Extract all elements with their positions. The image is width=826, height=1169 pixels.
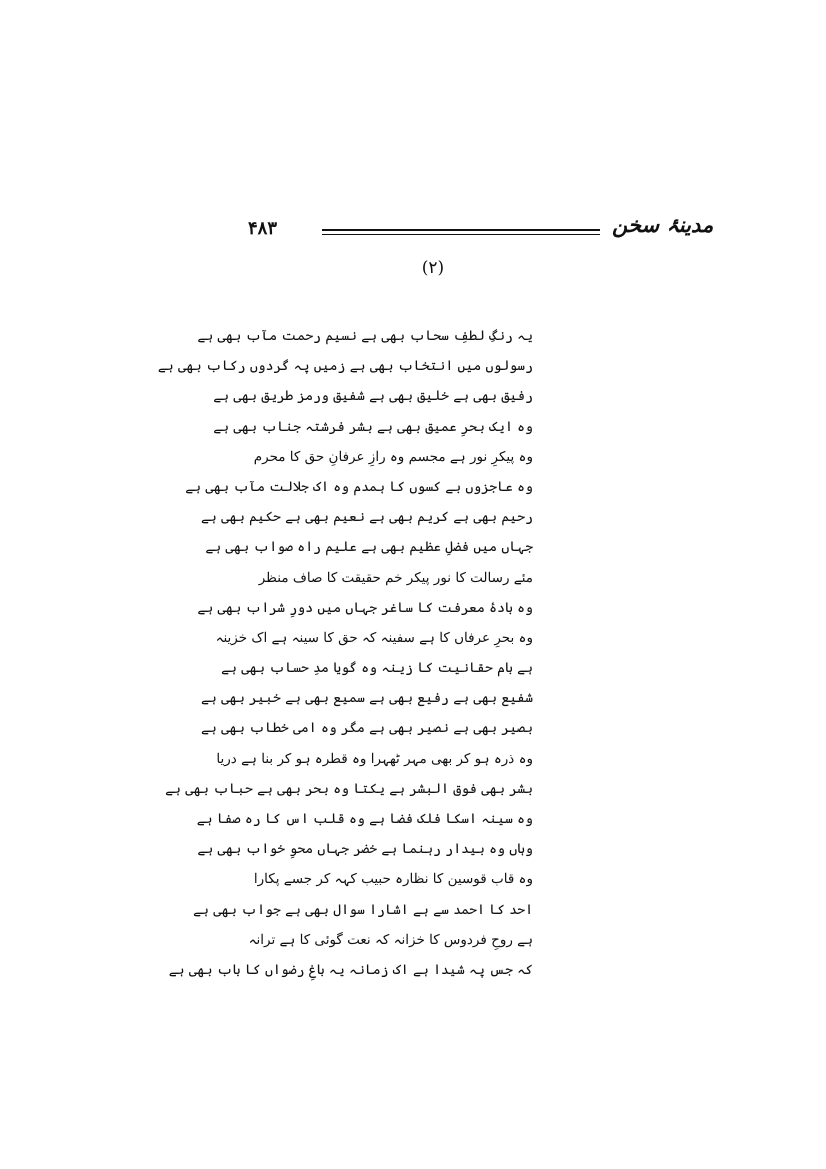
poem-line: وہاں وہ بیدار رہنما ہے خضر جہاں محوِ خواب بھی ہے	[197, 841, 533, 858]
poem-line: بصیر بھی ہے نصیر بھی ہے مگر وہ امی خطاب بھی ہے	[201, 720, 533, 737]
poem-line: جہاں میں فضلِ عظیم بھی ہے علیم راہ صواب بھی ہے	[205, 539, 533, 556]
poem-line: وہ عاجزوں بے کسوں کا ہمدم وہ اک جلالت مآب بھی ہے	[185, 478, 533, 495]
poem-line: وہ پیکرِ نور ہے مجسم وہ رازِ عرفانِ حق کا محرم	[253, 448, 533, 465]
poem-line: بشر بھی فوق البشر ہے یکتا وہ بحر بھی ہے حباب بھی ہے	[165, 780, 533, 797]
poem-line: ہے بام حقانیت کا زینہ وہ گویا مدِ حساب بھی ہے	[221, 660, 533, 677]
poem-line: وہ بادۂ معرفت کا ساغر جہاں میں دورِ شراب بھی ہے	[197, 599, 533, 616]
poem-line: وہ ایک بحرِ عمیق بھی ہے بشر فرشتہ جناب بھی ہے	[213, 418, 533, 435]
poem-line: رسولوں میں انتخاب بھی ہے زمیں پہ گردوں رکاب بھی ہے	[157, 358, 533, 375]
book-title: مدینۂ سخن	[612, 212, 714, 237]
poem-line: وہ ذرہ ہو کر بھی مہر ٹھہرا وہ قطرہ ہو کر بنا ہے دریا	[216, 750, 533, 767]
header-rule	[322, 229, 600, 235]
poem-line: وہ قاب قوسین کا نظارہ حبیب کہہ کر جسے پکارا	[253, 871, 533, 888]
poem-line: ہے روحِ فردوس کا خزانہ کہ نعت گوئی کا ہے ترانہ	[248, 931, 533, 948]
poem-line: مئے رسالت کا نور پیکر خم حقیقت کا صاف منظر	[258, 569, 533, 586]
poem-line: وہ بحرِ عرفاں کا ہے سفینہ کہ حق کا سینہ ہے اک خزینہ	[215, 629, 533, 646]
poem	[157, 321, 533, 985]
poem-line: کہ جس پہ شیدا ہے اک زمانہ یہ باغِ رضواں کا باب بھی ہے	[168, 961, 533, 978]
poem-line: شفیع بھی ہے رفیع بھی ہے سمیع بھی ہے خبیر بھی ہے	[201, 690, 533, 707]
poem-line: احد کا احمد سے ہے اشارا سوال بھی ہے جواب بھی ہے	[193, 901, 533, 918]
poem-line: یہ رنگِ لطفِ سحاب بھی ہے نسیم رحمت مآب بھی ہے	[197, 328, 533, 344]
poem-line: رحیم بھی ہے کریم بھی ہے نعیم بھی ہے حکیم بھی ہے	[201, 509, 533, 526]
poem-line: رفیق بھی ہے خلیق بھی ہے شفیق ورمز طریق بھی ہے	[213, 388, 533, 405]
page-number: ۴۸۳	[248, 218, 278, 239]
poem-line: وہ سینہ اسکا فلک فضا ہے وہ قلب اس کا رہ صفا ہے	[196, 811, 533, 827]
page-header	[0, 212, 826, 258]
section-number: (۲)	[421, 258, 445, 278]
